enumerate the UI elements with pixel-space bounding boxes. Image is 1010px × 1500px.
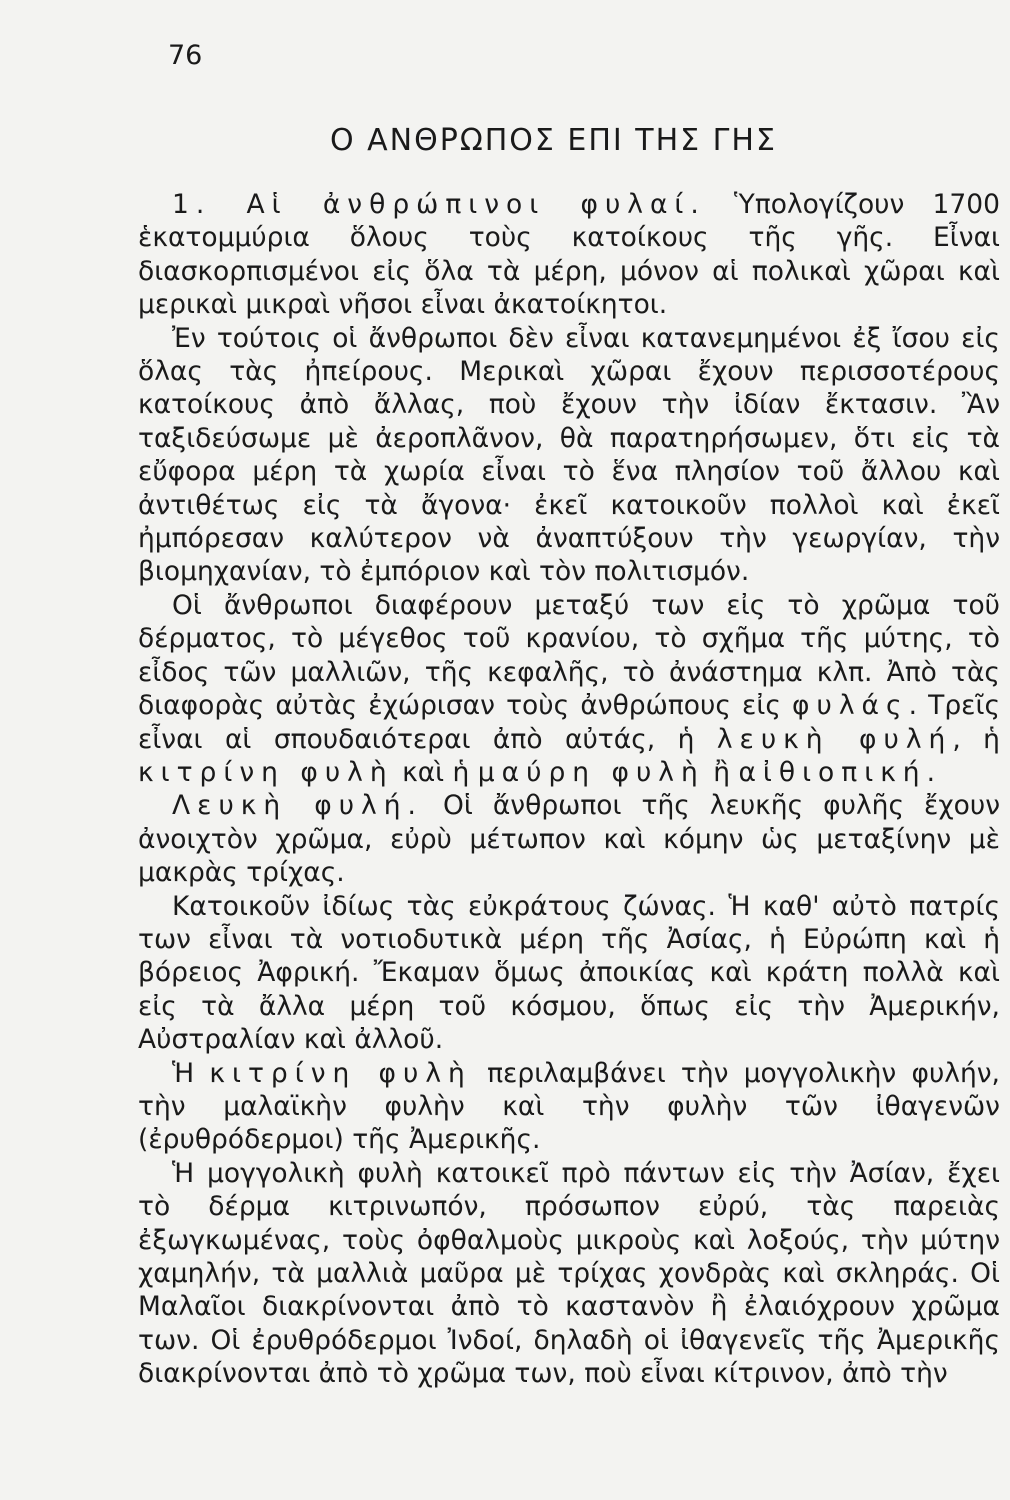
paragraph-3-text-i: ἢ xyxy=(704,756,739,788)
spaced-term-ethiopian: αἰθιοπική xyxy=(738,756,927,788)
section-heading-white-race: Λευκὴ φυλή. xyxy=(172,790,423,822)
paragraph-6 xyxy=(138,1057,1000,1157)
paragraph-2: Ἐν τούτοις οἱ ἄνθρωποι δὲν εἶναι κατανεμημένοι ἐξ ἴσου εἰς ὅλας τὰς ἠπείρους. Μερικαὶ χῶραι ἔχουν περισσοτέρους κατοίκους ἀπὸ ἄλλας, ποὺ ἔχουν τὴν ἰδίαν ἔκτασιν. Ἂν ταξιδεύσωμε μὲ ἀεροπλᾶνον, θὰ παρατηρήσωμεν, ὅτι εἰς τὰ εὔφορα μέρη τὰ χωρία εἶναι τὸ ἕνα πλησίον τοῦ ἄλλου καὶ ἀντιθέτως εἰς τὰ ἄγονα· ἐκεῖ κατοικοῦν πολλοὶ καὶ ἐκεῖ ἠμπόρεσαν καλύτερον νὰ ἀναπτύξουν τὴν γεωργίαν, τὴν βιομηχανίαν, τὸ ἐμπόριον καὶ τὸν πολιτισμόν. xyxy=(138,322,1000,588)
chapter-title: Ο ΑΝΘΡΩΠΟΣ ΕΠΙ ΤΗΣ ΓΗΣ xyxy=(330,123,777,158)
paragraph-7: Ἡ μογγολικὴ φυλὴ κατοικεῖ πρὸ πάντων εἰς τὴν Ἀσίαν, ἔχει τὸ δέρμα κιτρινωπόν, πρόσωπον εὐρύ, τὰς παρειὰς ἐξωγκωμένας, τοὺς ὀφθαλμοὺς μικροὺς καὶ λοξούς, τὴν μύτην χαμηλήν, τὰ μαλλιὰ μαῦρα μὲ τρίχας χονδρὰς καὶ σκληράς. Οἱ Μαλαῖοι διακρίνονται ἀπὸ τὸ καστανὸν ἢ ἐλαιόχρουν χρῶμα των. Οἱ ἐρυθρόδερμοι Ἰνδοί, δηλαδὴ οἱ ἰθαγενεῖς τῆς Ἀμερικῆς διακρίνονται ἀπὸ τὸ χρῶμα των, ποὺ εἶναι κίτρινον, ἀπὸ τὴν xyxy=(138,1157,1000,1390)
paragraph-1-text: Ὑπολογίζουν 1700 ἑκατομμύρια ὅλους τοὺς κατοίκους τῆς γῆς. Εἶναι διασκορπισμένοι εἰς ὅλα τὰ μέρη, μόνον αἱ πολικαὶ χῶραι καὶ μερικαὶ μικραὶ νῆσοι εἶναι ἀκατοίκητοι. xyxy=(138,189,1000,321)
paragraph-4-text: Οἱ ἄνθρωποι τῆς λευκῆς φυλῆς ἔχουν ἀνοιχτὸν χρῶμα, εὐρὺ μέτωπον καὶ κόμην ὡς μεταξίνην μὲ μακρὰς τρίχας. xyxy=(138,790,1001,889)
paragraph-5: Κατοικοῦν ἰδίως τὰς εὐκράτους ζώνας. Ἡ καθ' αὐτὸ πατρίς των εἶναι τὰ νοτιοδυτικὰ μέρη τῆς Ἀσίας, ἡ Εὐρώπη καὶ ἡ βόρειος Ἀφρική. Ἔκαμαν ὅμως ἀποικίας καὶ κράτη πολλὰ καὶ εἰς τὰ ἄλλα μέρη τοῦ κόσμου, ὅπως εἰς τὴν Ἀμερικήν, Αὐστραλίαν καὶ ἀλλοῦ. xyxy=(138,890,1000,1056)
page-number: 76 xyxy=(168,40,203,71)
paragraph-1 xyxy=(138,188,1000,322)
spaced-term-black-race: μαύρη φυλὴ xyxy=(477,756,705,788)
spaced-term-yellow-race-2: κιτρίνη φυλὴ xyxy=(209,1057,472,1089)
section-heading-1: 1. Αἱ ἀνθρώπινοι φυλαί. xyxy=(172,189,706,220)
paragraph-3-text-e: , ἡ xyxy=(952,723,1000,755)
paragraph-3-text-g: καὶ ἡ xyxy=(393,756,478,788)
paragraph-3-text-k: . xyxy=(926,756,936,788)
paragraph-3-text-a: Οἱ ἄνθρωποι διαφέρουν μεταξύ των εἰς τὸ χρῶμα τοῦ δέρματος, τὸ μέγεθος τοῦ κρανίου, τὸ σχῆμα τῆς μύτης, τὸ εἶδος τῶν μαλλιῶν, τῆς κεφαλῆς, τὸ ἀνάστημα κλπ. Ἀπὸ τὰς διαφορὰς αὐτὰς ἐχώρισαν τοὺς ἀνθρώπους εἰς xyxy=(138,589,1000,722)
paragraph-4 xyxy=(138,789,1000,889)
spaced-term-phylas: φυλάς xyxy=(792,690,909,722)
spaced-term-white-race: λευκὴ φυλή xyxy=(716,723,953,755)
paragraph-6-text-a: Ἡ xyxy=(172,1057,210,1089)
spaced-term-yellow-race: κιτρίνη φυλὴ xyxy=(138,756,394,788)
paragraph-3-text-c: . Τρεῖς εἶναι αἱ σπουδαιότεραι ἀπὸ αὐτάς, ἡ xyxy=(138,690,1000,755)
paragraph-6-text-c: περιλαμβάνει τὴν μογγολικὴν φυλήν, τὴν μαλαϊκὴν φυλὴν καὶ τὴν φυλὴν τῶν ἰθαγενῶν (ἐρυθρόδερμοι) τῆς Ἀμερικῆς. xyxy=(138,1057,1000,1156)
paragraph-3 xyxy=(138,589,1000,789)
